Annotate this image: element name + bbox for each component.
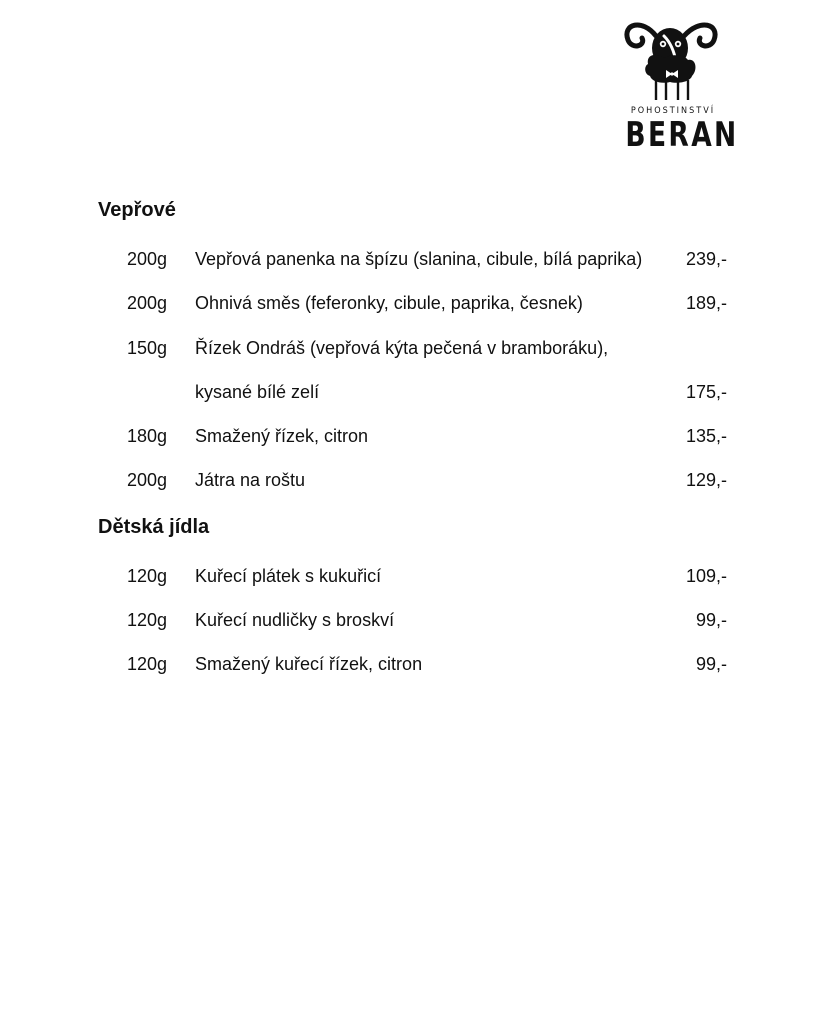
menu-item — [0, 249, 819, 273]
menu-item — [0, 338, 819, 362]
item-name: Smažený kuřecí řízek, citron — [195, 654, 423, 674]
item-weight: 120g — [127, 610, 168, 630]
item-weight: 180g — [127, 426, 168, 446]
item-name: Řízek Ondráš (vepřová kýta pečená v bramboráku), — [195, 338, 609, 358]
restaurant-logo — [612, 14, 739, 156]
item-weight: 200g — [127, 293, 168, 313]
menu-item — [0, 293, 819, 317]
section-title-detska-jidla: Dětská jídla — [98, 516, 210, 538]
item-price: 135,- — [685, 426, 727, 446]
item-weight: 120g — [127, 654, 168, 674]
item-name: Játra na roštu — [195, 470, 306, 490]
menu-item — [0, 470, 819, 494]
menu-item-continuation — [0, 382, 819, 406]
item-name: kysané bílé zelí — [195, 382, 320, 402]
item-name: Ohnivá směs (feferonky, cibule, paprika, česnek) — [195, 293, 583, 313]
section-title-veprove: Vepřové — [98, 199, 176, 221]
item-price: 175,- — [685, 382, 727, 402]
item-name: Smažený řízek, citron — [195, 426, 369, 446]
item-price: 189,- — [685, 293, 727, 313]
menu-item — [0, 426, 819, 450]
item-price: 239,- — [685, 249, 727, 269]
item-name: Kuřecí nudličky s broskví — [195, 610, 395, 630]
item-price: 99,- — [695, 610, 727, 630]
ram-icon — [612, 14, 734, 104]
item-price: 109,- — [685, 566, 727, 586]
menu-item — [0, 566, 819, 590]
logo-subtitle: POHOSTINSTVÍ — [630, 106, 716, 116]
item-name: Vepřová panenka na špízu (slanina, cibule, bílá paprika) — [195, 249, 643, 269]
menu-item — [0, 654, 819, 678]
item-name: Kuřecí plátek s kukuřicí — [195, 566, 382, 586]
menu-item — [0, 610, 819, 634]
item-price: 129,- — [685, 470, 727, 490]
item-weight: 200g — [127, 470, 168, 490]
item-weight: 150g — [127, 338, 168, 358]
item-price: 99,- — [695, 654, 727, 674]
item-weight: 200g — [127, 249, 168, 269]
item-weight: 120g — [127, 566, 168, 586]
logo-name: BERAN — [625, 115, 739, 155]
